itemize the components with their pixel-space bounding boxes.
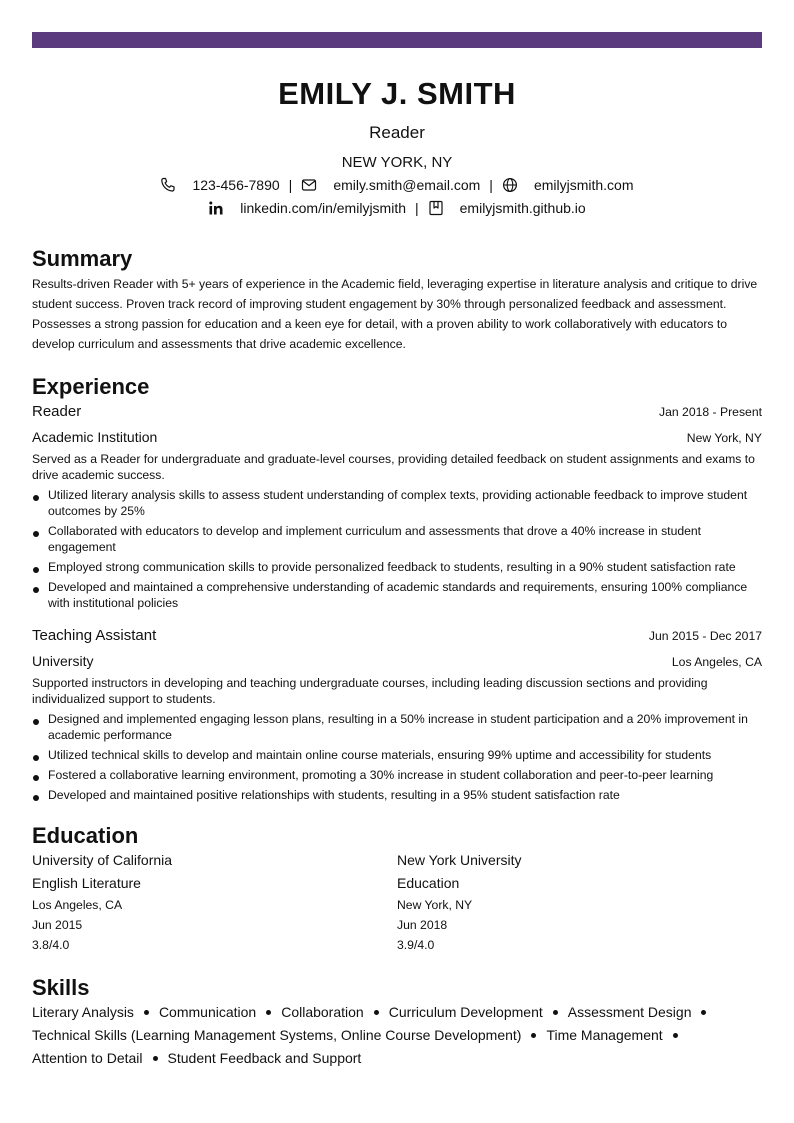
job-dates: Jun 2015 - Dec 2017 xyxy=(648,629,762,643)
job-location: Los Angeles, CA xyxy=(671,655,762,669)
bullet-dot xyxy=(33,795,39,801)
email-link[interactable]: emily.smith@email.com xyxy=(333,176,481,193)
bullet-item xyxy=(32,487,762,519)
bullet-text: Developed and maintained positive relationships with students, resulting in a 95% student satisfaction rate xyxy=(48,788,620,802)
job-description: Supported instructors in developing and teaching undergraduate courses, including leading discussion sections and providing individualized support to students. xyxy=(32,676,708,706)
skill-item: Time Management xyxy=(546,1027,663,1043)
accent-bar xyxy=(32,32,762,48)
edu-gpa: 3.8/4.0 xyxy=(32,938,70,952)
job-organization: University xyxy=(32,653,94,669)
job-description: Served as a Reader for undergraduate and graduate-level courses, providing detailed feedback on student assignments and exams to drive academic success. xyxy=(32,452,755,482)
job-organization: Academic Institution xyxy=(32,429,158,445)
education-section xyxy=(32,823,762,955)
github-link[interactable]: emilyjsmith.github.io xyxy=(459,199,586,216)
summary-heading: Summary xyxy=(32,246,133,271)
skill-item: Assessment Design xyxy=(567,1004,692,1020)
separator: | xyxy=(489,176,493,193)
edu-date: Jun 2015 xyxy=(32,918,83,932)
edu-school: New York University xyxy=(397,852,522,868)
skills-heading: Skills xyxy=(32,975,90,1000)
education-entry xyxy=(397,849,762,955)
summary-text: Results-driven Reader with 5+ years of experience in the Academic field, leveraging expertise in literature analysis and critique to drive student success. Proven track record of improving student engagement by 30% through personalized feedback and assessment. Possesses a strong passion for education and a keen eye for detail, with a proven ability to work collaboratively with educators to develop curriculum and assessments that drive academic excellence. xyxy=(32,277,758,351)
bullet-item xyxy=(32,767,762,783)
skill-separator-dot xyxy=(553,1010,558,1015)
skills-section xyxy=(32,975,762,1070)
bullet-dot xyxy=(33,567,39,573)
job-dates: Jan 2018 - Present xyxy=(659,405,762,419)
edu-location: New York, NY xyxy=(397,898,473,912)
bullet-dot xyxy=(33,719,39,725)
phone-text[interactable]: 123-456-7890 xyxy=(192,176,280,193)
job-subheader xyxy=(32,426,762,449)
bullet-item xyxy=(32,787,762,803)
job-bullets xyxy=(32,711,762,803)
bullet-dot xyxy=(33,755,39,761)
skill-separator-dot xyxy=(531,1033,536,1038)
phone-icon xyxy=(160,177,176,193)
linkedin-link[interactable]: linkedin.com/in/emilyjsmith xyxy=(240,199,406,216)
experience-heading: Experience xyxy=(32,374,150,399)
skill-separator-dot xyxy=(673,1033,678,1038)
skill-item: Literary Analysis xyxy=(32,1004,134,1020)
separator: | xyxy=(288,176,293,193)
education-grid xyxy=(32,849,762,955)
email-icon xyxy=(301,177,317,193)
job-entry xyxy=(32,401,762,611)
edu-degree: Education xyxy=(397,875,460,891)
job-title: Reader xyxy=(32,403,82,420)
candidate-location: NEW YORK, NY xyxy=(341,154,453,171)
globe-icon xyxy=(502,177,518,193)
job-header xyxy=(32,625,762,647)
bullet-dot xyxy=(33,775,39,781)
experience-section xyxy=(32,374,762,803)
bullet-text: Utilized technical skills to develop and maintain online course materials, ensuring 99% uptime and accessibility for students xyxy=(48,748,712,762)
resume-page xyxy=(32,32,762,1070)
skill-separator-dot xyxy=(701,1010,706,1015)
linkedin-icon xyxy=(208,200,224,216)
skill-item: Communication xyxy=(158,1004,257,1020)
bullet-item xyxy=(32,711,762,743)
contact-row-2 xyxy=(32,196,762,219)
bullet-item xyxy=(32,747,762,763)
contact-row-1 xyxy=(32,173,762,196)
job-subheader xyxy=(32,650,762,673)
job-bullets xyxy=(32,487,762,611)
skill-item: Collaboration xyxy=(281,1004,364,1020)
bookmark-icon xyxy=(428,200,444,216)
edu-degree: English Literature xyxy=(32,875,141,891)
bullet-text: Developed and maintained a comprehensive understanding of academic standards and requirements, ensuring 100% compliance with institutional policies xyxy=(48,580,748,610)
bullet-text: Designed and implemented engaging lesson plans, resulting in a 50% increase in student participation and a 20% improvement in academic performance xyxy=(48,712,748,742)
skill-item: Curriculum Development xyxy=(388,1004,543,1020)
candidate-name: EMILY J. SMITH xyxy=(278,76,516,111)
bullet-dot xyxy=(33,531,39,537)
edu-gpa: 3.9/4.0 xyxy=(397,938,435,952)
bullet-text: Utilized literary analysis skills to assess student understanding of complex texts, providing actionable feedback to improve student outcomes by 25% xyxy=(48,488,748,518)
bullet-text: Fostered a collaborative learning environment, promoting a 30% increase in student collaboration and peer-to-peer learning xyxy=(48,768,714,782)
bullet-dot xyxy=(33,587,39,593)
bullet-item xyxy=(32,579,762,611)
bullet-item xyxy=(32,559,762,575)
education-heading: Education xyxy=(32,823,139,848)
bullet-dot xyxy=(33,495,39,501)
skill-item: Attention to Detail xyxy=(32,1050,143,1066)
skill-item: Technical Skills (Learning Management Systems, Online Course Development) xyxy=(32,1027,522,1043)
job-header xyxy=(32,401,762,423)
candidate-title: Reader xyxy=(369,123,425,142)
skills-list xyxy=(32,1001,762,1070)
job-title: Teaching Assistant xyxy=(32,627,157,644)
skill-separator-dot xyxy=(266,1010,271,1015)
edu-date: Jun 2018 xyxy=(397,918,448,932)
bullet-text: Employed strong communication skills to provide personalized feedback to students, resulting in a 90% student satisfaction rate xyxy=(48,560,736,574)
website-link[interactable]: emilyjsmith.com xyxy=(533,176,634,193)
bullet-text: Collaborated with educators to develop and implement curriculum and assessments that drove a 40% increase in student engagement xyxy=(48,524,702,554)
education-entry xyxy=(32,849,397,955)
separator: | xyxy=(415,199,419,216)
job-entry xyxy=(32,625,762,803)
summary-section xyxy=(32,246,762,354)
skill-item: Student Feedback and Support xyxy=(167,1050,362,1066)
skill-separator-dot xyxy=(144,1010,149,1015)
bullet-item xyxy=(32,523,762,555)
edu-school: University of California xyxy=(32,852,173,868)
edu-location: Los Angeles, CA xyxy=(32,898,123,912)
job-location: New York, NY xyxy=(686,431,762,445)
skill-separator-dot xyxy=(153,1056,158,1061)
skill-separator-dot xyxy=(374,1010,379,1015)
